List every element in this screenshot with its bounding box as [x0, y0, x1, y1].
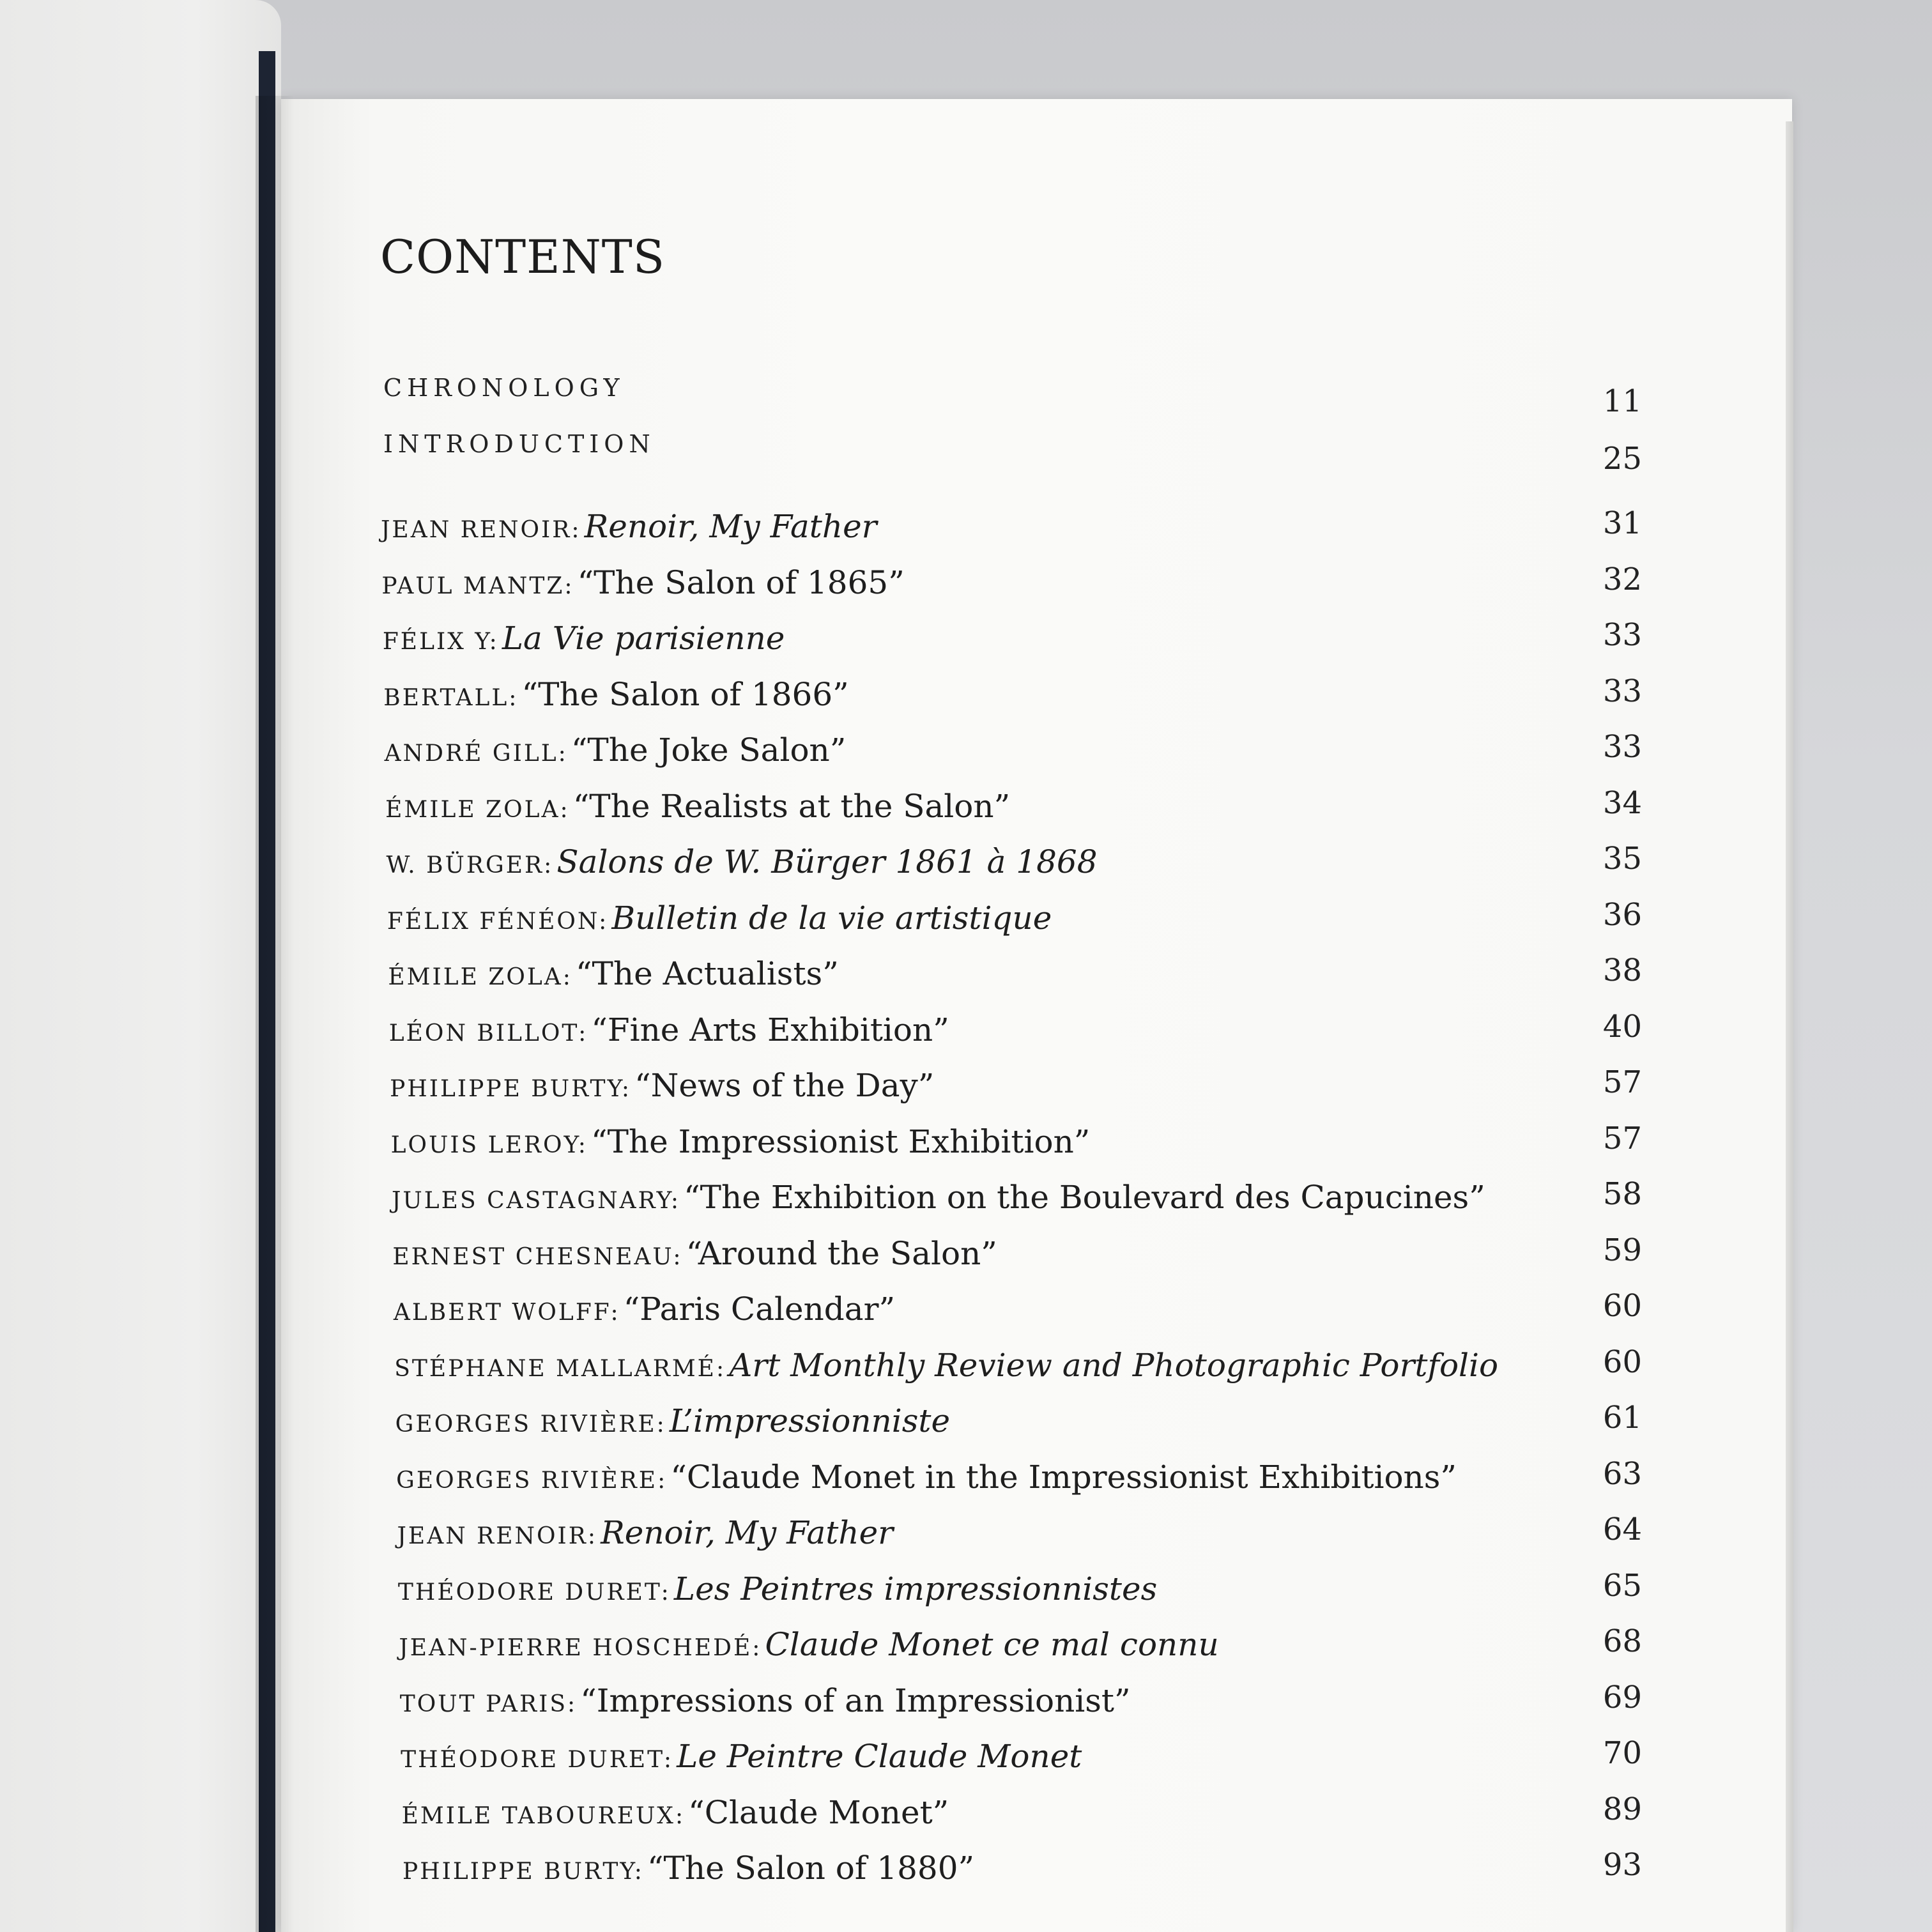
entry-title: “Claude Monet in the Impressionist Exhibitions” — [670, 1458, 1457, 1496]
entry-author: JEAN RENOIR: — [397, 1523, 598, 1549]
entry-page-number: 33 — [1602, 729, 1642, 765]
entry-title: “Paris Calendar” — [623, 1291, 896, 1328]
section-introduction: INTRODUCTION — [383, 430, 656, 458]
entry-title: Renoir, My Father — [584, 508, 877, 545]
entry-page-number: 93 — [1602, 1847, 1642, 1883]
entry-author: LÉON BILLOT: — [388, 1020, 588, 1046]
entry-title: “The Exhibition on the Boulevard des Capucines” — [684, 1179, 1485, 1216]
entry-author: ÉMILE TABOUREUX: — [401, 1802, 686, 1829]
entry-author: STÉPHANE MALLARMÉ: — [394, 1355, 726, 1382]
contents-entry — [387, 900, 1052, 937]
contents-entry — [398, 1570, 1157, 1607]
entry-title: “Around the Salon” — [686, 1234, 997, 1272]
entry-author: PAUL MANTZ: — [381, 572, 574, 599]
contents-entry — [402, 1794, 949, 1831]
entry-page-number: 58 — [1602, 1176, 1642, 1212]
contents-entry — [395, 1402, 950, 1439]
entry-author: ÉMILE ZOLA: — [388, 964, 572, 990]
entry-page-number: 69 — [1602, 1679, 1642, 1715]
entry-author: JEAN-PIERRE HOSCHEDÉ: — [399, 1635, 762, 1661]
contents-entry — [391, 1123, 1091, 1160]
entry-title: La Vie parisienne — [502, 620, 785, 657]
contents-entry — [394, 1291, 895, 1328]
contents-entry — [387, 843, 1098, 880]
entry-author: THÉODORE DURET: — [397, 1579, 671, 1606]
entry-author: GEORGES RIVIÈRE: — [396, 1467, 668, 1494]
section-chronology: CHRONOLOGY — [383, 374, 625, 402]
entry-title: Les Peintres impressionnistes — [673, 1570, 1158, 1607]
entry-title: “News of the Day” — [634, 1067, 935, 1104]
entry-author: W. BÜRGER: — [386, 852, 554, 878]
contents-entry — [397, 1514, 894, 1551]
entry-page-number: 65 — [1602, 1567, 1642, 1604]
entry-author: BERTALL: — [383, 684, 519, 711]
entry-page-number: 89 — [1602, 1791, 1642, 1827]
contents-entry — [385, 732, 847, 769]
entry-page-number: 60 — [1602, 1288, 1642, 1324]
entry-page-number: 61 — [1602, 1400, 1642, 1436]
entry-author: PHILIPPE BURTY: — [390, 1076, 632, 1102]
entry-title: “The Salon of 1866” — [521, 675, 849, 713]
entry-page-number: 57 — [1602, 1064, 1642, 1100]
entry-page-number: 59 — [1602, 1232, 1642, 1268]
entry-title: “The Joke Salon” — [571, 732, 847, 769]
entry-title: Claude Monet ce mal connu — [765, 1626, 1219, 1663]
entry-page-number: 31 — [1602, 505, 1642, 541]
entry-page-number: 70 — [1602, 1735, 1642, 1771]
entry-title: “Claude Monet” — [688, 1793, 949, 1831]
contents-entry — [388, 955, 838, 992]
entry-title: “Fine Arts Exhibition” — [591, 1011, 949, 1048]
contents-entry — [392, 1235, 997, 1272]
entry-title: “The Impressionist Exhibition” — [591, 1123, 1091, 1160]
entry-title: “Impressions of an Impressionist” — [580, 1682, 1131, 1719]
contents-entry — [402, 1850, 974, 1887]
contents-entry — [399, 1626, 1218, 1663]
contents-entry — [390, 1067, 934, 1104]
contents-entry — [394, 1347, 1498, 1384]
entry-page-number: 34 — [1602, 785, 1642, 821]
entry-author: GEORGES RIVIÈRE: — [395, 1411, 666, 1438]
entry-title: “The Realists at the Salon” — [572, 787, 1011, 825]
contents-entry — [381, 564, 904, 601]
entry-title: “The Salon of 1865” — [577, 564, 905, 601]
entry-author: ALBERT WOLFF: — [393, 1300, 620, 1326]
entry-page-number: 60 — [1602, 1344, 1642, 1380]
contents-entry — [392, 1179, 1485, 1216]
entry-author: LOUIS LEROY: — [390, 1131, 588, 1158]
page-title: CONTENTS — [380, 230, 666, 284]
entry-page-number: 36 — [1602, 896, 1642, 933]
contents-entry — [396, 1459, 1457, 1496]
entry-title: “The Actualists” — [575, 955, 839, 992]
entry-title: Le Peintre Claude Monet — [677, 1738, 1082, 1775]
entry-page-number: 38 — [1602, 953, 1642, 988]
contents-entry — [401, 1738, 1082, 1775]
entry-title: L’impressionniste — [669, 1402, 951, 1439]
entry-author: ÉMILE ZOLA: — [385, 796, 570, 823]
entry-title: Salons de W. Bürger 1861 à 1868 — [556, 843, 1098, 880]
contents-entry — [385, 788, 1010, 825]
entry-page-number: 68 — [1602, 1623, 1642, 1659]
entry-author: TOUT PARIS: — [399, 1690, 578, 1717]
entry-author: THÉODORE DURET: — [401, 1747, 674, 1773]
entry-page-number: 57 — [1602, 1120, 1642, 1156]
entry-author: JEAN RENOIR: — [381, 517, 581, 543]
contents-entry — [400, 1682, 1131, 1719]
entry-author: FÉLIX Y: — [382, 629, 499, 655]
contents-entry — [383, 620, 785, 657]
section-introduction-page: 25 — [1602, 441, 1642, 477]
entry-author: FÉLIX FÉNÉON: — [387, 908, 609, 935]
entry-author: ERNEST CHESNEAU: — [392, 1243, 683, 1270]
contents-entry — [381, 508, 877, 545]
entry-page-number: 33 — [1602, 617, 1642, 653]
entry-author: PHILIPPE BURTY: — [402, 1859, 644, 1885]
entry-title: “The Salon of 1880” — [647, 1850, 975, 1887]
contents-entry — [389, 1011, 949, 1048]
entry-page-number: 64 — [1602, 1512, 1642, 1547]
entry-page-number: 35 — [1602, 841, 1642, 877]
entry-page-number: 63 — [1602, 1455, 1642, 1492]
entry-page-number: 40 — [1602, 1008, 1642, 1045]
entry-page-number: 32 — [1602, 561, 1642, 597]
entry-page-number: 33 — [1602, 673, 1642, 709]
entry-title: Renoir, My Father — [601, 1514, 894, 1551]
section-chronology-page: 11 — [1602, 383, 1642, 419]
contents-entry — [383, 676, 848, 713]
entry-author: ANDRÉ GILL: — [384, 740, 568, 767]
entry-title: Bulletin de la vie artistique — [611, 899, 1052, 937]
entry-title: Art Monthly Review and Photographic Portfolio — [729, 1346, 1499, 1384]
entry-author: JULES CASTAGNARY: — [392, 1188, 681, 1214]
